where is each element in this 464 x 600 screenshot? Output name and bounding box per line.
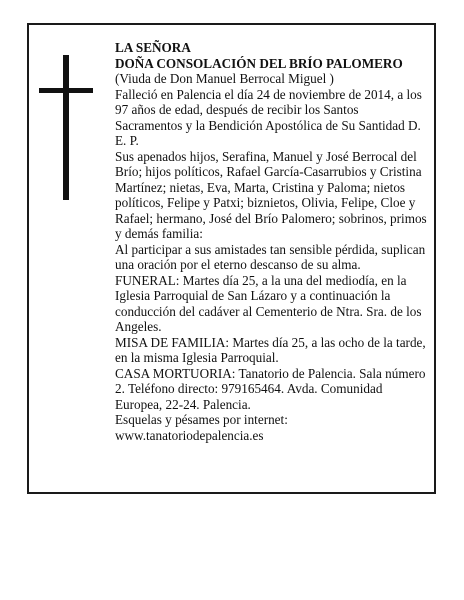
death-announcement: Falleció en Palencia el día 24 de noviembre de 2014, a los 97 años de edad, después de recibir los Santos Sacramentos y la Bendición Apostólica de Su Santidad D. E. P. <box>115 86 422 148</box>
cross-horizontal-bar <box>39 88 93 93</box>
prayer-request: Al participar a sus amistades tan sensible pérdida, suplican una oración por el eterno descanso de su alma. <box>115 241 426 272</box>
obituary-title: LA SEÑORA <box>115 40 191 55</box>
funeral-home-website: www.tanatoriodepalencia.es <box>115 427 264 443</box>
cross-vertical-bar <box>63 55 69 200</box>
obituary-text <box>115 40 427 443</box>
family-mass-info: MISA DE FAMILIA: Martes día 25, a las ocho de la tarde, en la misma Iglesia Parroquial. <box>115 334 426 365</box>
funeral-info: FUNERAL: Martes día 25, a la una del mediodía, en la Iglesia Parroquial de San Lázaro y a continuación la conducción del cadáver al Cementerio de Ntra. Sra. de los Angeles. <box>115 272 422 334</box>
cross-icon <box>39 55 93 200</box>
family-list: Sus apenados hijos, Serafina, Manuel y José Berrocal del Brío; hijos políticos, Rafael García-Casarrubios y Cristina Martínez; nietas, Eva, Marta, Cristina y Paloma; nietos políticos, Felipe y Patxi; biznietos, Olivia, Felipe, Cloe y Rafael; hermano, José del Brío Palomero; sobrinos, primos y demás familia: <box>115 148 427 241</box>
obituary-frame <box>27 23 436 494</box>
widow-note: (Viuda de Don Manuel Berrocal Miguel ) <box>115 71 334 86</box>
internet-condolences-label: Esquelas y pésames por internet: <box>115 412 288 427</box>
deceased-name: DOÑA CONSOLACIÓN DEL BRÍO PALOMERO <box>115 55 403 71</box>
funeral-home-info: CASA MORTUORIA: Tanatorio de Palencia. Sala número 2. Teléfono directo: 979165464. Avda. Comunidad Europea, 22-24. Palencia. <box>115 365 426 412</box>
